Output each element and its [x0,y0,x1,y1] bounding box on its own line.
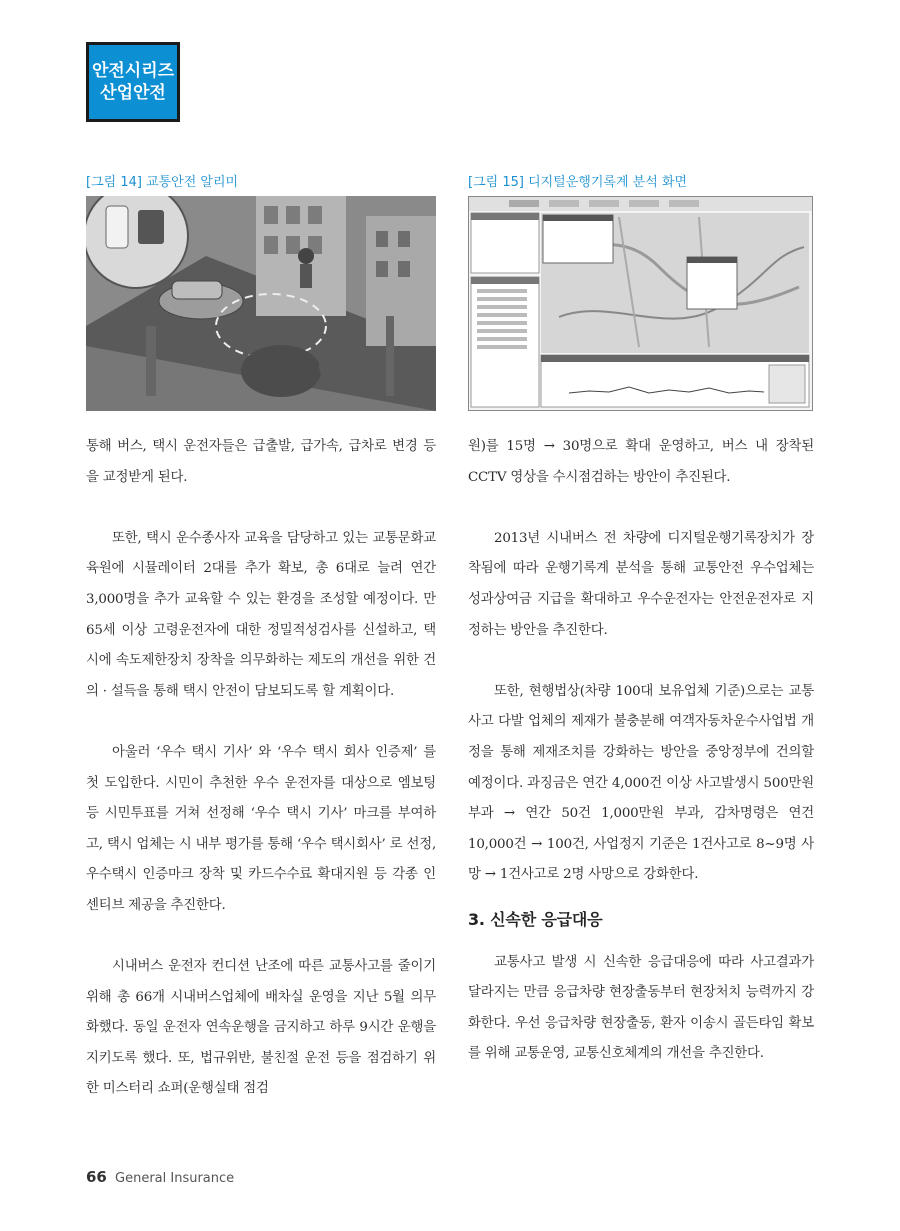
publication-name: General Insurance [115,1171,235,1186]
left-paragraph-3: 아울러 ‘우수 택시 기사’ 와 ‘우수 택시 회사 인증제’ 를 첫 도입한다. 시민이 추천한 우수 운전자를 대상으로 엠보팅 등 시민투표를 거쳐 선정해 ‘우수 택시 기사’ 마크를 부여하고, 택시 업체는 시 내부 평가를 통해 ‘우수 택시회사’ 로 선정, 우수택시 인증마크 장착 및 카드수수료 확대지원 등 각종 인센티브 제공을 추진한다. [86,744,436,913]
left-paragraph-4: 시내버스 운전자 컨디션 난조에 따른 교통사고를 줄이기 위해 총 66개 시내버스업체에 배차실 운영을 지난 5월 의무화했다. 동일 운전자 연속운행을 금지하고 하루 9시간 운행을 지키도록 했다. 또, 법규위반, 불친절 운전 등을 점검하기 위한 미스터리 쇼퍼(운행실태 점검 [86,959,436,1097]
page-footer [86,1168,234,1186]
right-paragraph-4: 교통사고 발생 시 신속한 응급대응에 따라 사고결과가 달라지는 만큼 응급차량 현장출동부터 현장처치 능력까지 강화한다. 우선 응급차량 현장출동, 환자 이송시 골든타임 확보를 위해 교통운영, 교통신호체계의 개선을 추진한다. [468,954,814,1062]
badge-line-1: 안전시리즈 [91,61,175,81]
left-paragraph-1: 통해 버스, 택시 운전자들은 급출발, 급가속, 급차로 변경 등을 교정받게 된다. [86,439,436,485]
page-number: 66 [86,1168,107,1186]
right-paragraph-3: 또한, 현행법상(차량 100대 보유업체 기준)으로는 교통사고 다발 업체의 제재가 불충분해 여객자동차운수사업법 개정을 통해 제재조치를 강화하는 방안을 중앙정부에 건의할 예정이다. 과징금은 연간 4,000건 이상 사고발생시 500만원 부과 → 연간 50건 1,000만원 부과, 감차명령은 연건 10,000건 → 100건, 사업정지 기준은 1건사고로 8~9명 사망 → 1건사고로 2명 사망으로 강화한다. [468,683,814,883]
tachograph-analysis-screen [468,196,813,411]
left-paragraph-2: 또한, 택시 운수종사자 교육을 담당하고 있는 교통문화교육원에 시뮬레이터 2대를 추가 확보, 총 6대로 늘려 연간 3,000명을 추가 교육할 수 있는 환경을 조성할 예정이다. 만 65세 이상 고령운전자에 대한 정밀적성검사를 신설하고, 택시에 속도제한장치 장착을 의무화하는 제도의 개선을 위한 건의 · 설득을 통해 택시 안전이 담보되도록 할 계획이다. [86,530,436,699]
left-text-column [86,432,436,1105]
right-paragraph-2: 2013년 시내버스 전 차량에 디지털운행기록장치가 장착됨에 따라 운행기록계 분석을 통해 교통안전 우수업체는 성과상여금 지급을 확대하고 우수운전자는 안전운전자로 지정하는 방안을 추진한다. [468,530,814,638]
right-paragraph-1: 원)를 15명 → 30명으로 확대 운영하고, 버스 내 장착된 CCTV 영상을 수시점검하는 방안이 추진된다. [468,439,814,485]
figure-15-caption: [그림 15] 디지털운행기록계 분석 화면 [468,175,688,190]
section-heading: 3. 신속한 응급대응 [468,909,603,929]
traffic-safety-illustration [86,196,436,411]
traffic-scene-image [86,196,436,411]
series-badge [86,42,180,122]
analysis-screen-image [469,197,812,410]
figure-14-caption: [그림 14] 교통안전 알리미 [86,175,239,190]
badge-line-2: 산업안전 [100,83,166,103]
right-text-column [468,432,814,1070]
